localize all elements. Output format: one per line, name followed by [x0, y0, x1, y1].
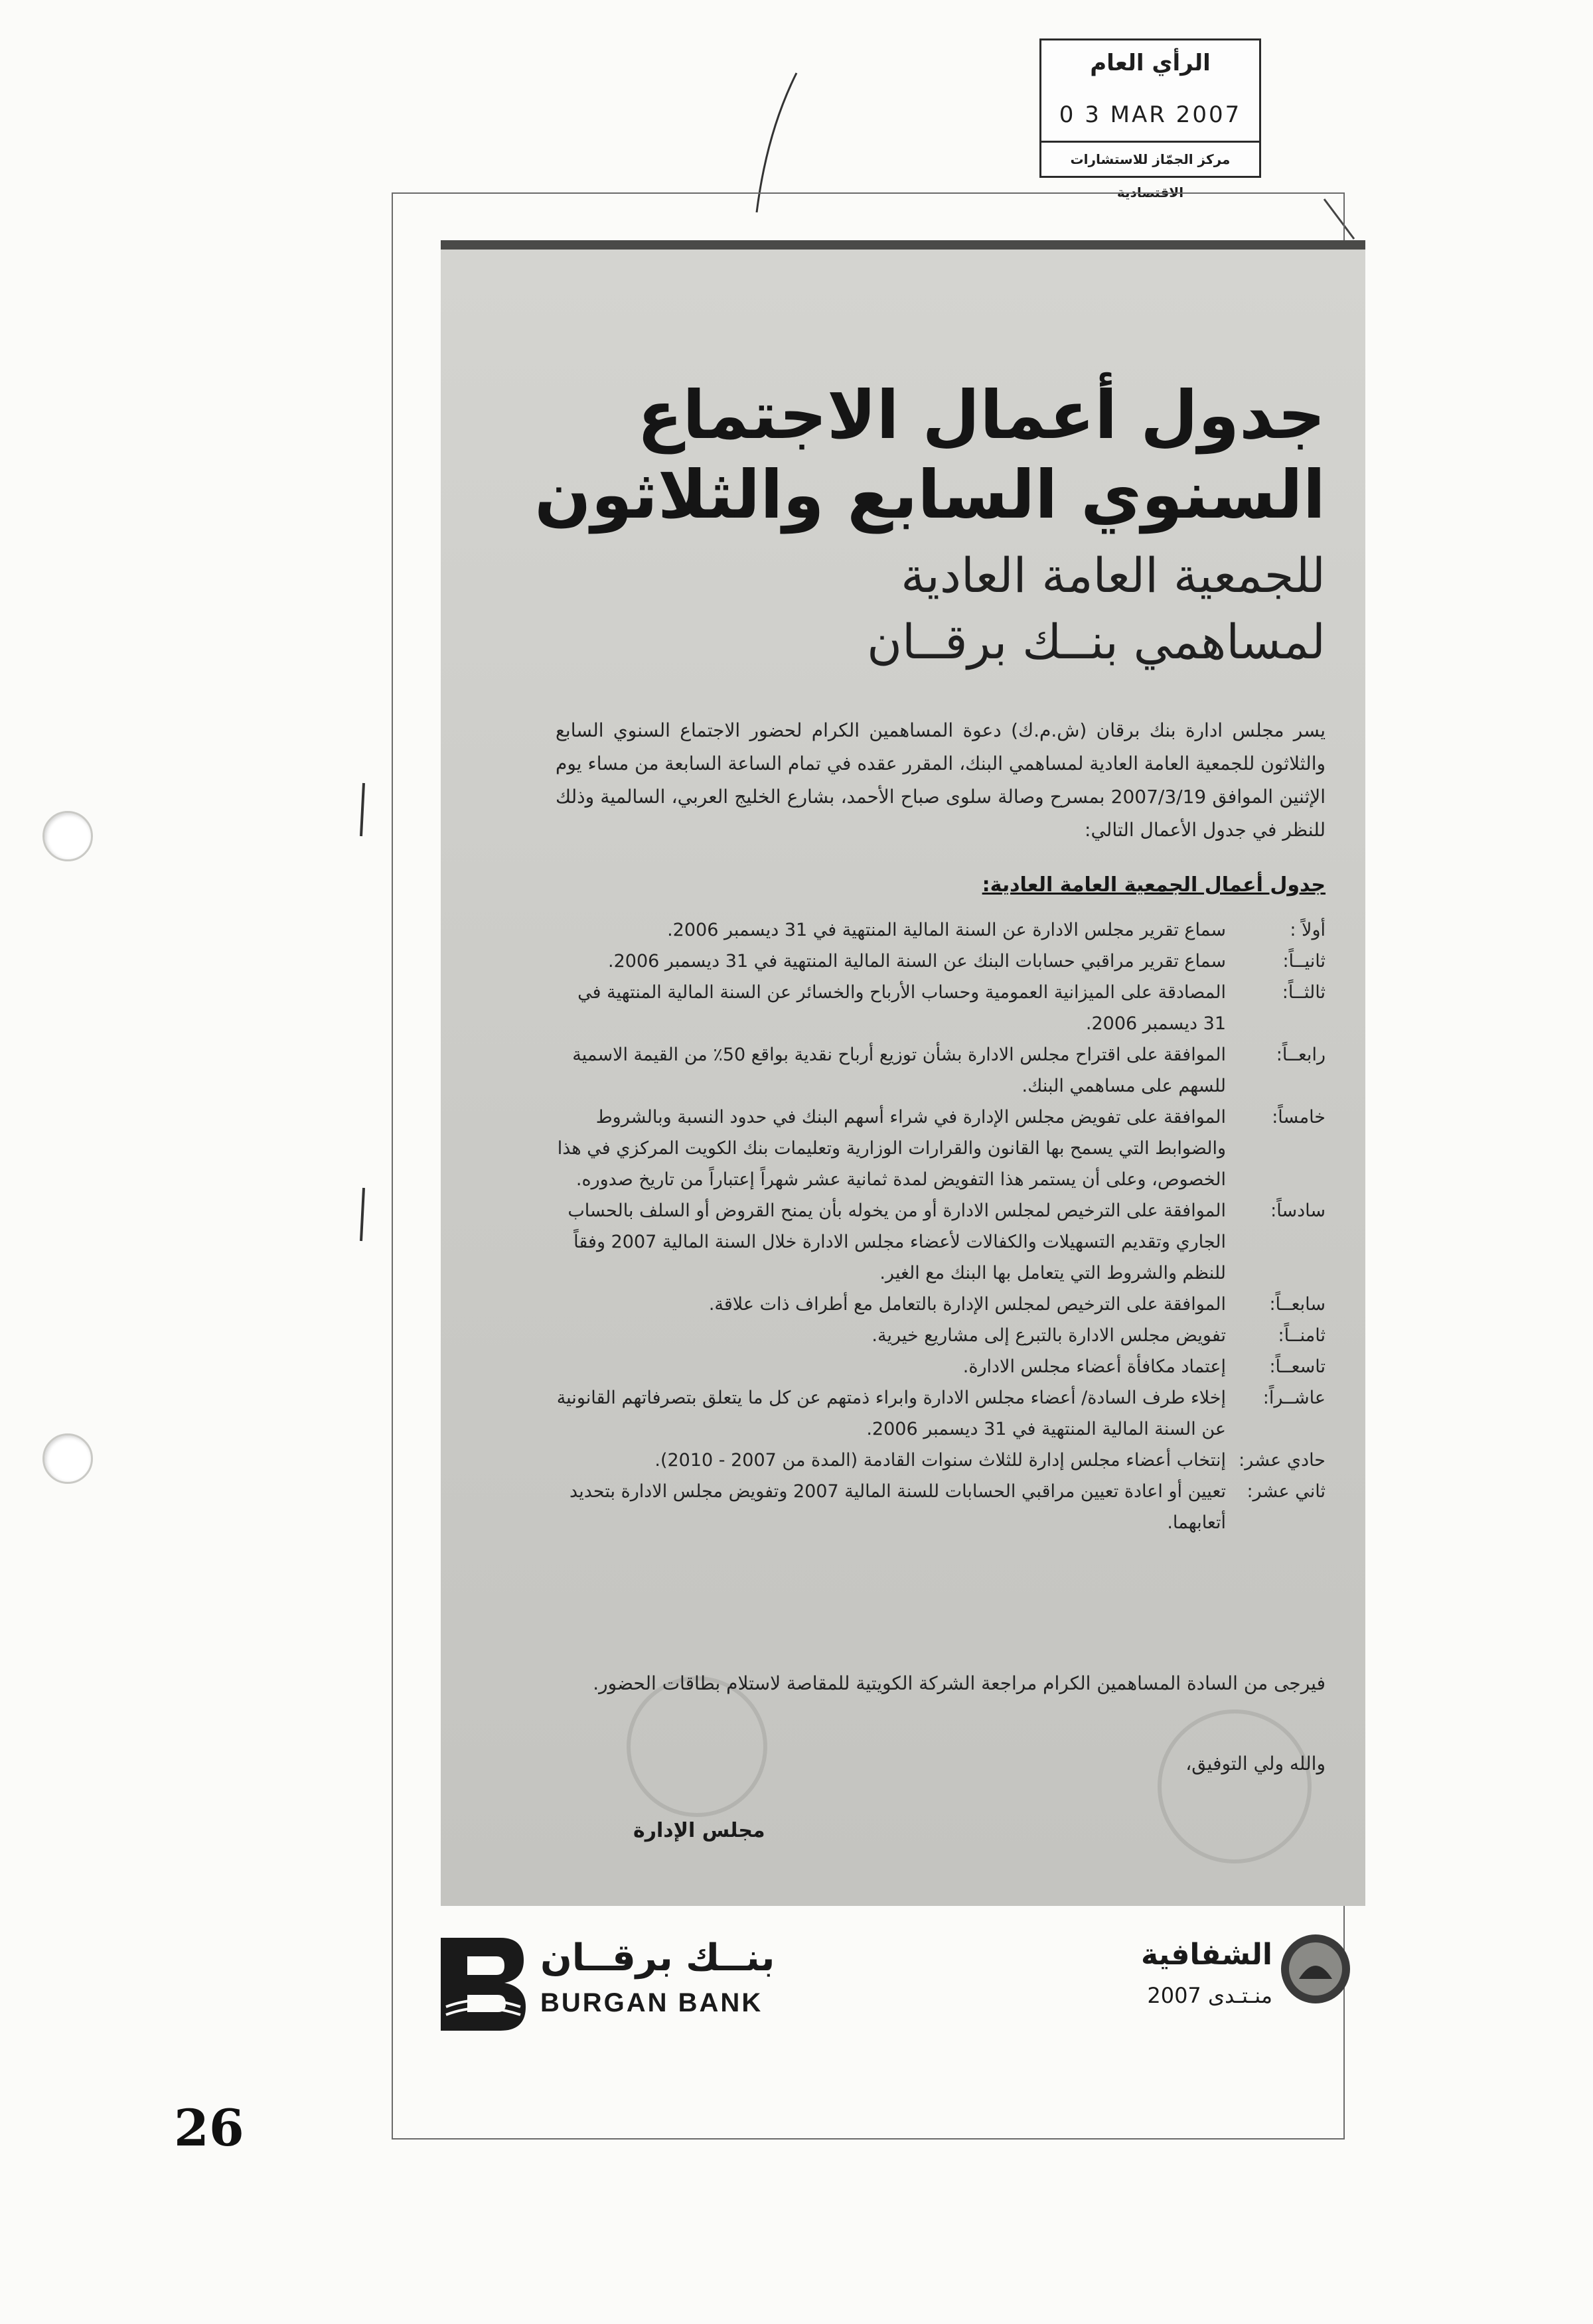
agenda-item [556, 977, 1326, 1039]
transparency-forum-title: الشفافية [1140, 1938, 1272, 1972]
agenda-item-text: إخلاء طرف السادة/ أعضاء مجلس الادارة وابراء ذمتهم عن كل ما يتعلق بتصرفاتهم القانونية عن السنة المالية المنتهية في 31 ديسمبر 2006. [556, 1388, 1226, 1439]
burgan-bank-english-name: BURGAN BANK [540, 1988, 763, 2017]
burgan-bank-logo-icon [441, 1938, 527, 2031]
sponsor-logos [441, 1931, 1365, 2057]
agenda-item-number: عاشــراً: [1262, 1388, 1326, 1408]
page-number: 26 [174, 2098, 244, 2157]
agenda-item-number: حادي عشر: [1239, 1450, 1326, 1471]
closing-paragraph: فيرجى من السادة المساهمين الكرام مراجعة الشركة الكويتية للمقاصة لاستلام بطاقات الحضور. [593, 1672, 1326, 1694]
agenda-item [556, 1382, 1326, 1445]
agenda-item-text: سماع تقرير مجلس الادارة عن السنة المالية المنتهية في 31 ديسمبر 2006. [667, 920, 1226, 940]
punch-hole-top [42, 811, 93, 861]
stamp-newspaper-logo: الرأي العام [1090, 50, 1211, 76]
agenda-item [556, 1445, 1326, 1476]
stamp-organization: مركز الجمّاز للاستشارات الاقتصادية [1041, 141, 1259, 176]
agenda-item [556, 1039, 1326, 1102]
pen-stroke-top [757, 73, 796, 212]
agenda-item-number: ثالثــاً: [1282, 982, 1326, 1003]
agenda-heading: جدول أعمال الجمعية العامة العادية: [982, 873, 1326, 897]
newspaper-stamp [1039, 38, 1261, 200]
agenda-item-text: المصادقة على الميزانية العمومية وحساب الأرباح والخسائر عن السنة المالية المنتهية في 31 ديسمبر 2006. [577, 982, 1226, 1034]
agenda-item-text: إعتماد مكافأة أعضاء مجلس الادارة. [962, 1356, 1226, 1377]
agenda-item-number: تاسعــاً: [1269, 1356, 1326, 1377]
agenda-item-text: الموافقة على الترخيص لمجلس الإدارة بالتعامل مع أطراف ذات علاقة. [708, 1294, 1226, 1315]
agenda-item-number: سادساً: [1270, 1200, 1326, 1221]
stamp-date: 0 3 MAR 2007 [1059, 102, 1242, 128]
agenda-item [556, 1195, 1326, 1289]
agenda-item-number: ثامنــاً: [1278, 1325, 1326, 1346]
agenda-item-text: الموافقة على اقتراح مجلس الادارة بشأن توزيع أرباح نقدية بواقع 50٪ من القيمة الاسمية للسهم على مساهمي البنك. [572, 1045, 1226, 1096]
agenda-item [556, 1476, 1326, 1538]
agenda-item-text: إنتخاب أعضاء مجلس إدارة للثلاث سنوات القادمة (المدة من 2007 - 2010). [654, 1450, 1226, 1471]
agenda-item-number: سابعــاً: [1269, 1294, 1326, 1315]
agenda-item [556, 1320, 1326, 1351]
advertisement-panel [441, 240, 1365, 1906]
headline-line-1: جدول أعمال الاجتماع [637, 376, 1326, 454]
agenda-item-number: ثاني عشر: [1247, 1481, 1326, 1502]
regards-line: والله ولي التوفيق، [1185, 1753, 1326, 1775]
agenda-item-text: الموافقة على تفويض مجلس الإدارة في شراء أسهم البنك في حدود النسبة وبالشروط والضوابط التي يسمح بها القانون والقرارات الوزارية وتعليمات بنك الكويت المركزي في هذا الخصوص، وعلى أن يستمر هذا التفويض لمدة ثمانية عشر شهراً إعتباراً من تاريخ صدوره. [557, 1107, 1226, 1190]
agenda-item-text: الموافقة على الترخيص لمجلس الادارة أو من يخوله بأن يمنح القروض أو السلف بالحساب الجاري وتقديم التسهيلات والكفالات لأعضاء مجلس الادارة خلال السنة المالية 2007 وفقاً للنظم والشروط التي يتعامل بها البنك مع الغير. [568, 1200, 1226, 1283]
pen-stroke-margin-2 [361, 1188, 364, 1241]
agenda-item-text: تعيين أو اعادة تعيين مراقبي الحسابات للسنة المالية 2007 وتفويض مجلس الادارة بتحديد أتعابهما. [569, 1481, 1226, 1533]
bleed-through-emblem-right [1158, 1709, 1312, 1863]
punch-hole-bottom [42, 1433, 93, 1484]
invitation-paragraph: يسر مجلس ادارة بنك برقان (ش.م.ك) دعوة المساهمين الكرام لحضور الاجتماع السنوي السابع والثلاثون للجمعية العامة العادية لمساهمي البنك، المقرر عقده في تمام الساعة السابعة من مساء يوم الإثنين الموافق 2007/3/19 بمسرح وصالة سلوى صباح الأحمد، بشارع الخليج العربي، السالمية وذلك للنظر في جدول الأعمال التالي: [556, 719, 1326, 841]
burgan-bank-arabic-name: بنــك برقــان [540, 1936, 775, 1980]
agenda-item [556, 1289, 1326, 1320]
transparency-forum-subtitle: منـتـدى 2007 [1147, 1983, 1272, 2008]
agenda-item [556, 1102, 1326, 1195]
pen-stroke-margin-1 [361, 783, 364, 836]
agenda-item [556, 946, 1326, 977]
board-signature: مجلس الإدارة [633, 1819, 765, 1842]
agenda-item-text: تفويض مجلس الادارة بالتبرع إلى مشاريع خيرية. [872, 1325, 1226, 1346]
agenda-item-number: أولاً : [1290, 920, 1326, 940]
agenda-item [556, 1351, 1326, 1382]
agenda-item-text: سماع تقرير مراقبي حسابات البنك عن السنة المالية المنتهية في 31 ديسمبر 2006. [608, 951, 1226, 972]
agenda-item [556, 914, 1326, 946]
subheadline-line-2: لمساهمي بنــك برقــان [867, 614, 1326, 670]
agenda-list [556, 914, 1326, 1538]
agenda-item-number: خامساً: [1272, 1107, 1326, 1127]
agenda-item-number: ثانيــاً: [1282, 951, 1326, 972]
subheadline-line-1: للجمعية العامة العادية [901, 547, 1326, 603]
agenda-item-number: رابعــاً: [1276, 1045, 1326, 1065]
headline-line-2: السنوي السابع والثلاثون [534, 456, 1326, 534]
transparency-forum-emblem-icon [1279, 1932, 1352, 2005]
